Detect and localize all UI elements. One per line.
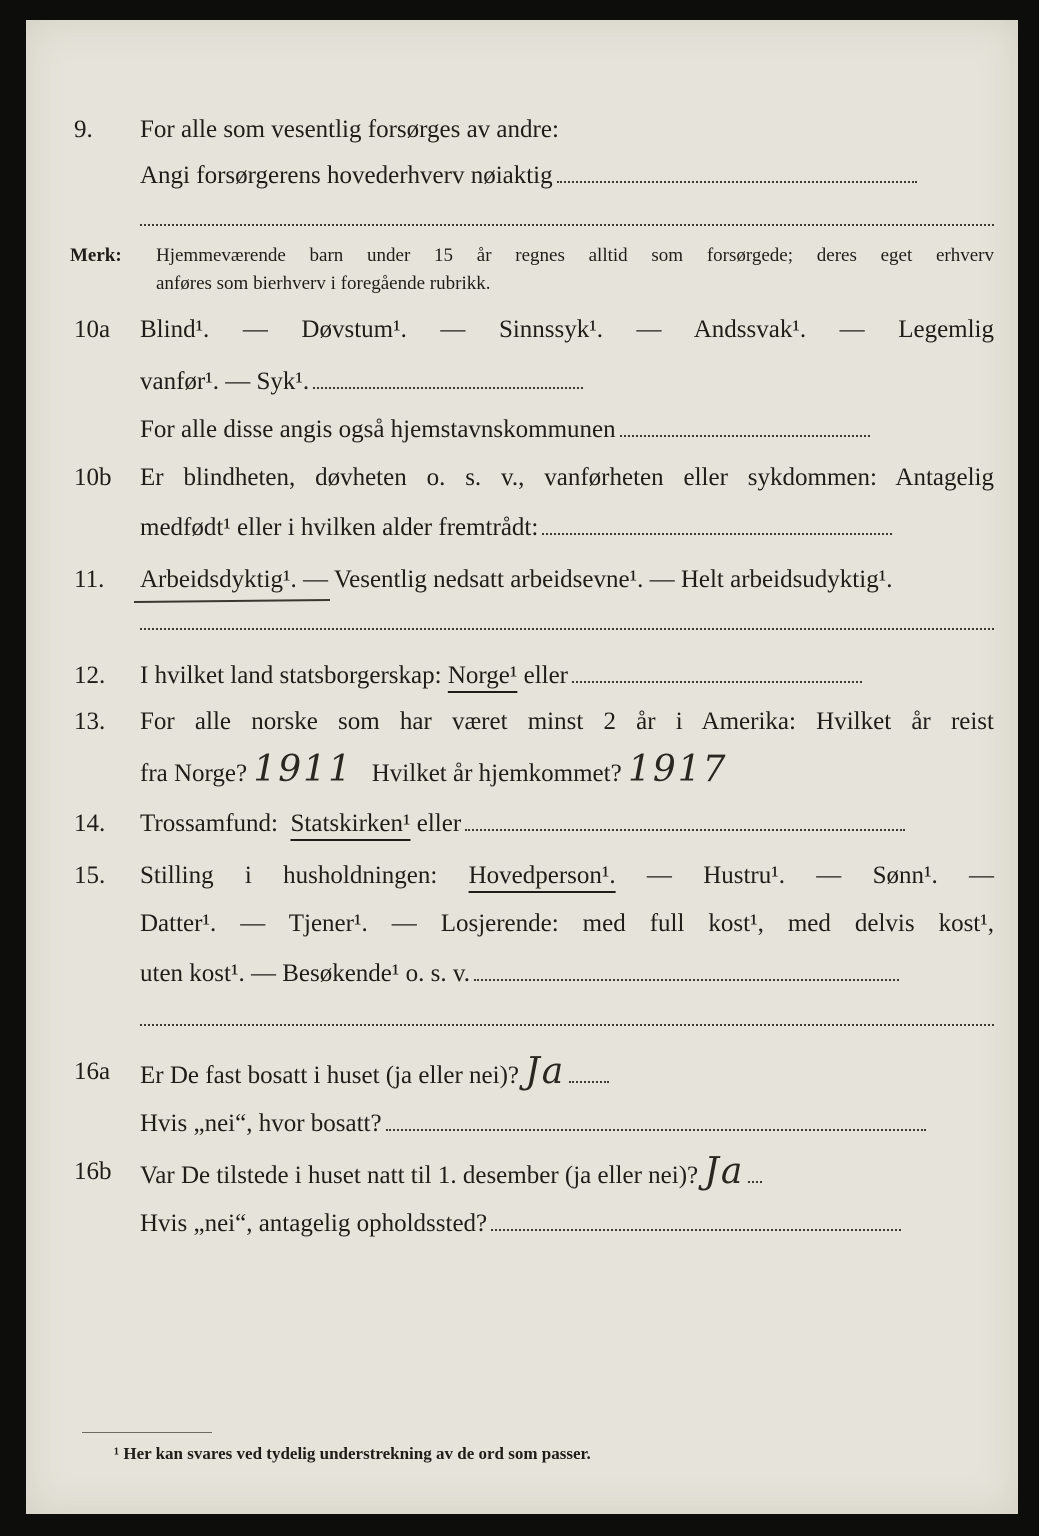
q16b-answer-line[interactable] xyxy=(748,1180,762,1183)
q9-answer-line[interactable] xyxy=(557,180,917,183)
footnote: ¹ Her kan svares ved tydelig understrekning av de ord som passer. xyxy=(114,1444,591,1463)
q11-text: Arbeidsdyktig¹. — Vesentlig nedsatt arbeidsevne¹. — Helt arbeidsudyktig¹. xyxy=(140,566,893,593)
q15-row-2 xyxy=(26,906,1018,942)
q10b-answer-line[interactable] xyxy=(542,532,892,535)
q16a-text-2: Hvis „nei“, hvor bosatt? xyxy=(140,1110,382,1137)
q16a-row-2 xyxy=(26,1106,1018,1142)
q14-answer-line[interactable] xyxy=(465,828,905,831)
q16a-handwritten-answer: Ja xyxy=(525,1051,566,1092)
q12-text: I hvilket land statsborgerskap: xyxy=(140,662,442,689)
q12-row xyxy=(26,658,1018,694)
footnote-divider xyxy=(82,1432,212,1433)
q10b-row-2 xyxy=(26,510,1018,546)
q15-text-2: Datter¹. — Tjener¹. — Losjerende: med full kost¹, med delvis kost¹, xyxy=(140,910,994,937)
q16b-location-line[interactable] xyxy=(491,1228,901,1231)
merk-text-1: Hjemmeværende barn under 15 år regnes alltid som forsørgede; deres eget erhverv xyxy=(156,245,994,266)
merk-label: Merk: xyxy=(70,245,122,266)
q9-row-2 xyxy=(26,158,1018,194)
census-form-page xyxy=(26,20,1018,1514)
q15-underlined-choice: Hovedperson¹. xyxy=(468,862,616,889)
q16b-row xyxy=(26,1151,1018,1192)
q15-answer-line-2[interactable] xyxy=(140,1024,994,1026)
q13-row xyxy=(26,704,1018,740)
q16b-number: 16b xyxy=(74,1158,112,1185)
q15-number: 15. xyxy=(74,862,106,889)
q16b-text-2: Hvis „nei“, antagelig opholdssted? xyxy=(140,1210,488,1237)
q10b-row xyxy=(26,460,1018,496)
q13-number: 13. xyxy=(74,708,106,735)
q14-row xyxy=(26,806,1018,842)
q12-underlined-choice: Norge¹ xyxy=(447,662,518,689)
q15-text-rest: — Hustru¹. — Sønn¹. — xyxy=(646,862,994,889)
q9-text-2: Angi forsørgerens hovederhverv nøiaktig xyxy=(140,162,553,189)
q15-answer-line[interactable] xyxy=(474,978,899,981)
q14-underlined-choice: Statskirken¹ xyxy=(290,810,411,837)
q16a-row xyxy=(26,1051,1018,1092)
q11-handwritten-underline xyxy=(134,599,330,603)
q10b-number: 10b xyxy=(74,464,112,491)
q12-answer-line[interactable] xyxy=(572,680,862,683)
q10a-hometown-line[interactable] xyxy=(620,434,870,437)
merk-note xyxy=(70,242,994,302)
q11-number: 11. xyxy=(74,566,105,593)
q13-handwritten-return-year: 1917 xyxy=(627,749,728,790)
q10a-answer-line[interactable] xyxy=(313,386,583,389)
q15-text: Stilling i husholdningen: xyxy=(140,862,438,889)
q10a-text-2: vanfør¹. — Syk¹. xyxy=(140,368,310,395)
q14-suffix: eller xyxy=(416,810,462,837)
q12-number: 12. xyxy=(74,662,106,689)
q11-row xyxy=(26,562,1018,598)
q9-answer-line-2[interactable] xyxy=(140,224,994,226)
q10b-text-1: Er blindheten, døvheten o. s. v., vanførheten eller sykdommen: Antagelig xyxy=(140,464,994,491)
q16b-handwritten-answer: Ja xyxy=(704,1151,745,1192)
q10b-text-2: medfødt¹ eller i hvilken alder fremtrådt: xyxy=(140,514,539,541)
q12-suffix: eller xyxy=(523,662,569,689)
q9-field-line xyxy=(140,158,994,194)
q16a-answer-line[interactable] xyxy=(569,1080,609,1083)
q15-row xyxy=(26,858,1018,894)
q16b-text-1: Var De tilstede i huset natt til 1. desember (ja eller nei)? xyxy=(140,1162,699,1189)
q9-row xyxy=(26,112,1018,148)
q15-text-3: uten kost¹. — Besøkende¹ o. s. v. xyxy=(140,960,471,987)
q10a-text-1: Blind¹. — Døvstum¹. — Sinnssyk¹. — Andssvak¹. — Legemlig xyxy=(140,316,994,343)
q13-text-2b: Hvilket år hjemkommet? xyxy=(371,760,622,787)
q15-row-3 xyxy=(26,956,1018,992)
q10a-text-3: For alle disse angis også hjemstavnskommunen xyxy=(140,416,616,443)
q10a-number: 10a xyxy=(74,316,111,343)
q10a-row-3 xyxy=(26,412,1018,448)
q16b-row-2 xyxy=(26,1206,1018,1242)
q14-number: 14. xyxy=(74,810,106,837)
q13-text-1: For alle norske som har været minst 2 år i Amerika: Hvilket år reist xyxy=(140,708,994,735)
q16a-residence-line[interactable] xyxy=(386,1128,926,1131)
q13-text-2a: fra Norge? xyxy=(140,760,248,787)
q11-answer-line[interactable] xyxy=(140,628,994,630)
q9-text: For alle som vesentlig forsørges av andre: xyxy=(140,116,559,143)
q13-row-2 xyxy=(26,749,1018,790)
q10a-row xyxy=(26,312,1018,348)
q13-handwritten-emigration-year: 1911 xyxy=(253,749,353,790)
q16a-text-1: Er De fast bosatt i huset (ja eller nei)? xyxy=(140,1062,520,1089)
q10a-row-2 xyxy=(26,364,1018,400)
q16a-number: 16a xyxy=(74,1058,111,1085)
q14-text: Trossamfund: xyxy=(140,810,278,837)
merk-text-2: anføres som bierhverv i foregående rubrikk. xyxy=(156,273,491,294)
q9-number: 9. xyxy=(74,116,93,143)
